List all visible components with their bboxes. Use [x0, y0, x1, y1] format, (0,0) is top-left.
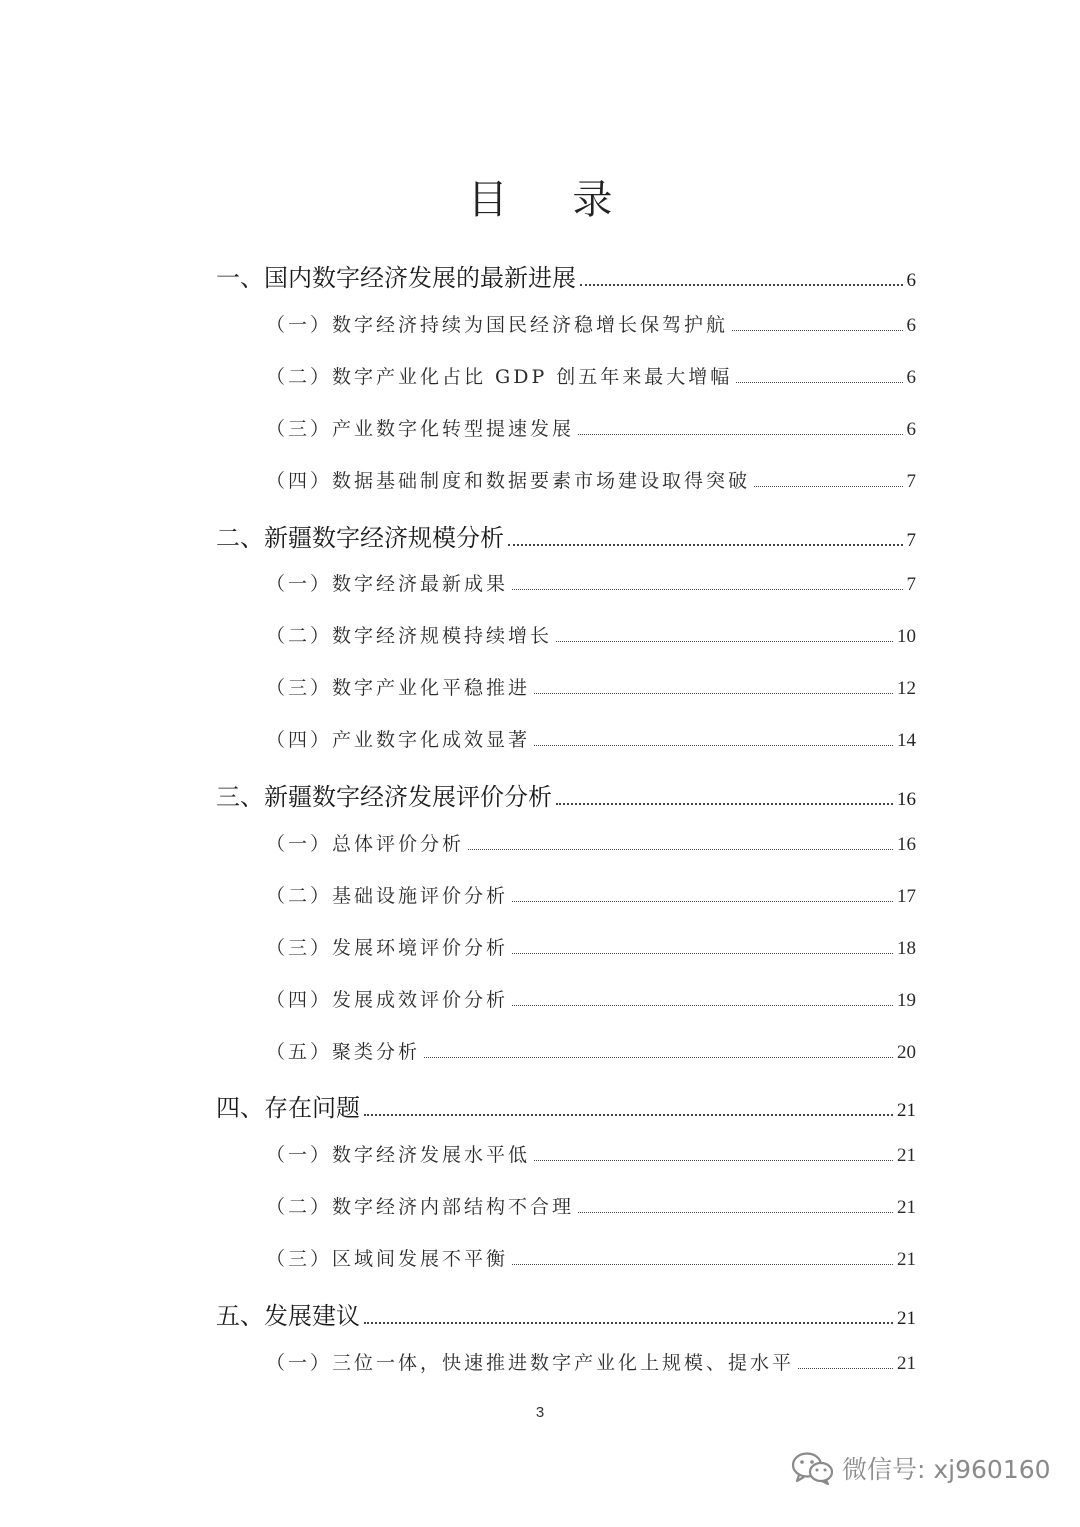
toc-entry-page: 10 — [897, 626, 916, 647]
toc-entry-page: 20 — [897, 1042, 916, 1063]
toc-chapter-row[interactable] — [216, 518, 916, 553]
toc-leader-dots — [798, 1368, 893, 1369]
toc-entry-page: 7 — [906, 530, 916, 551]
toc-section-row[interactable] — [266, 466, 916, 493]
toc-entry-label: （四）发展成效评价分析 — [266, 989, 509, 1011]
toc-section-row[interactable] — [266, 985, 916, 1012]
toc-leader-dots — [534, 745, 893, 746]
toc-entry-label: 四、存在问题 — [216, 1094, 360, 1122]
toc-leader-dots — [512, 901, 893, 902]
toc-section-row[interactable] — [266, 829, 916, 856]
toc-leader-dots — [556, 641, 893, 642]
toc-leader-dots — [512, 589, 902, 590]
toc-entry-label: （四）产业数字化成效显著 — [266, 729, 531, 751]
toc-entry-page: 12 — [897, 678, 916, 699]
page-title: 目 录 — [467, 177, 639, 223]
toc-leader-dots — [578, 434, 902, 435]
toc-section-row[interactable] — [266, 1244, 916, 1271]
toc-entry-page: 18 — [897, 938, 916, 959]
toc-entry-label: （五）聚类分析 — [266, 1041, 421, 1063]
toc-leader-dots — [534, 693, 893, 694]
toc-entry-page: 6 — [906, 419, 916, 440]
toc-leader-dots — [468, 849, 893, 850]
toc-entry-page: 17 — [897, 886, 916, 907]
toc-entry-label: （一）数字经济最新成果 — [266, 573, 509, 595]
toc-entry-page: 21 — [897, 1353, 916, 1374]
toc-leader-dots — [512, 1264, 893, 1265]
toc-entry-page: 6 — [906, 315, 916, 336]
toc-leader-dots — [736, 382, 902, 383]
toc-section-row[interactable] — [266, 933, 916, 960]
toc-entry-page: 21 — [897, 1308, 916, 1329]
toc-section-row[interactable] — [266, 1037, 916, 1064]
toc-section-row[interactable] — [266, 881, 916, 908]
toc-entry-page: 21 — [897, 1197, 916, 1218]
toc-leader-dots — [512, 953, 893, 954]
toc-leader-dots — [578, 1212, 893, 1213]
wechat-icon — [790, 1450, 834, 1486]
toc-chapter-row[interactable] — [216, 777, 916, 812]
toc-entry-label: 二、新疆数字经济规模分析 — [216, 524, 504, 552]
toc-section-row[interactable] — [266, 725, 916, 752]
toc-entry-label: （二）基础设施评价分析 — [266, 885, 509, 907]
toc-entry-page: 16 — [897, 789, 916, 810]
toc-entry-label: （一）数字经济发展水平低 — [266, 1144, 531, 1166]
toc-leader-dots — [364, 1114, 893, 1116]
toc-entry-label: 三、新疆数字经济发展评价分析 — [216, 783, 552, 811]
toc-leader-dots — [732, 330, 902, 331]
toc-section-row[interactable] — [266, 310, 916, 337]
toc-entry-label: （三）区域间发展不平衡 — [266, 1248, 509, 1270]
toc-entry-label: （二）数字产业化占比 GDP 创五年来最大增幅 — [266, 366, 733, 388]
toc-entry-label: （三）发展环境评价分析 — [266, 937, 509, 959]
toc-leader-dots — [508, 544, 903, 546]
toc-entry-page: 21 — [897, 1145, 916, 1166]
toc-entry-page: 6 — [906, 270, 916, 291]
toc-section-row[interactable] — [266, 621, 916, 648]
toc-section-row[interactable] — [266, 414, 916, 441]
watermark — [790, 1450, 1051, 1486]
toc-entry-label: （二）数字经济规模持续增长 — [266, 625, 553, 647]
toc-section-row[interactable] — [266, 673, 916, 700]
toc-entry-page: 19 — [897, 990, 916, 1011]
toc-section-row[interactable] — [266, 362, 916, 389]
toc-section-row[interactable] — [266, 1348, 916, 1375]
toc-leader-dots — [424, 1057, 893, 1058]
toc-entry-page: 7 — [906, 471, 916, 492]
toc-chapter-row[interactable] — [216, 1088, 916, 1123]
toc-entry-page: 14 — [897, 730, 916, 751]
toc-entry-page: 16 — [897, 834, 916, 855]
toc-leader-dots — [580, 284, 903, 286]
toc-chapter-row[interactable] — [216, 258, 916, 293]
toc-entry-page: 21 — [897, 1249, 916, 1270]
toc-leader-dots — [364, 1322, 893, 1324]
toc-section-row[interactable] — [266, 569, 916, 596]
toc-leader-dots — [754, 486, 902, 487]
toc-entry-page: 7 — [906, 574, 916, 595]
toc-entry-label: （一）总体评价分析 — [266, 833, 465, 855]
toc-entry-label: （一）数字经济持续为国民经济稳增长保驾护航 — [266, 314, 729, 336]
toc-leader-dots — [512, 1005, 893, 1006]
toc-entry-page: 21 — [897, 1100, 916, 1121]
toc-entry-label: （三）数字产业化平稳推进 — [266, 677, 531, 699]
toc-leader-dots — [556, 803, 893, 805]
toc-entry-page: 6 — [906, 367, 916, 388]
toc-section-row[interactable] — [266, 1140, 916, 1167]
toc-entry-label: （三）产业数字化转型提速发展 — [266, 418, 575, 440]
toc-chapter-row[interactable] — [216, 1296, 916, 1331]
page-number: 3 — [535, 1404, 545, 1421]
toc-entry-label: 五、发展建议 — [216, 1302, 360, 1330]
watermark-text: 微信号: xj960160 — [842, 1455, 1051, 1484]
toc-entry-label: （二）数字经济内部结构不合理 — [266, 1196, 575, 1218]
toc-entry-label: （一）三位一体，快速推进数字产业化上规模、提水平 — [266, 1352, 795, 1374]
toc-entry-label: （四）数据基础制度和数据要素市场建设取得突破 — [266, 470, 751, 492]
toc-entry-label: 一、国内数字经济发展的最新进展 — [216, 264, 576, 292]
toc-leader-dots — [534, 1160, 893, 1161]
toc-section-row[interactable] — [266, 1192, 916, 1219]
